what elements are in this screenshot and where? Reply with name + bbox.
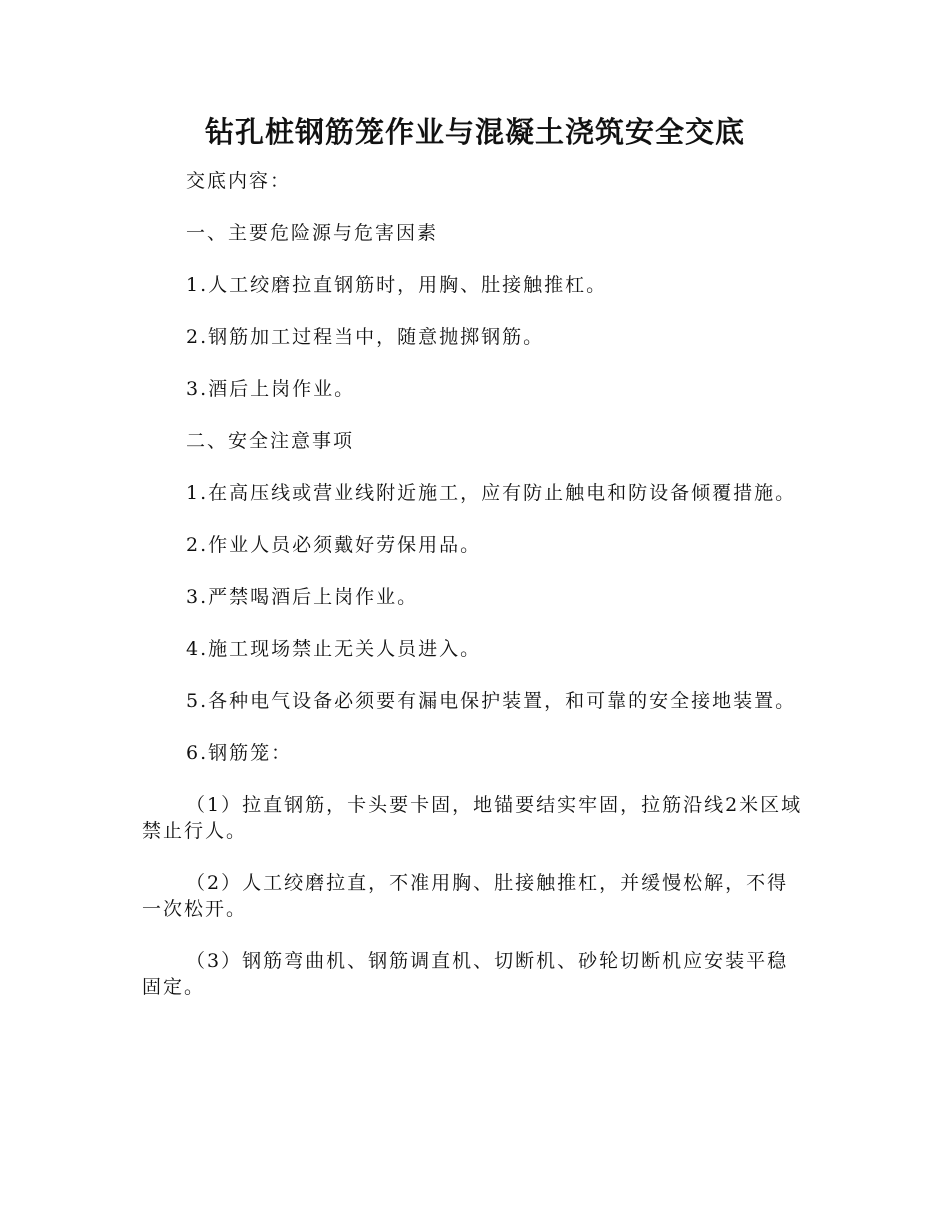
paragraph-precaution-2: 2.作业人员必须戴好劳保用品。 xyxy=(186,534,482,556)
paragraph-precaution-3: 3.严禁喝酒后上岗作业。 xyxy=(186,586,419,608)
section-heading-hazards: 一、主要危险源与危害因素 xyxy=(186,222,439,244)
document-body xyxy=(142,168,808,1000)
paragraph-steel-cage-3: （3）钢筋弯曲机、钢筋调直机、切断机、砂轮切断机应安装平稳固定。 xyxy=(142,950,789,998)
section-heading-precautions: 二、安全注意事项 xyxy=(186,430,355,452)
paragraph-precaution-5: 5.各种电气设备必须要有漏电保护装置，和可靠的安全接地装置。 xyxy=(186,690,797,712)
paragraph-hazard-1: 1.人工绞磨拉直钢筋时，用胸、肚接触推杠。 xyxy=(186,274,608,296)
paragraph-hazard-3: 3.酒后上岗作业。 xyxy=(186,378,356,400)
paragraph-hazard-2: 2.钢筋加工过程当中，随意抛掷钢筋。 xyxy=(186,326,545,348)
paragraph-precaution-4: 4.施工现场禁止无关人员进入。 xyxy=(186,638,482,660)
document-title: 钻孔桩钢筋笼作业与混凝土浇筑安全交底 xyxy=(204,115,745,149)
paragraph-precaution-6: 6.钢筋笼： xyxy=(186,742,293,764)
paragraph-steel-cage-1: （1）拉直钢筋，卡头要卡固，地锚要结实牢固，拉筋沿线2米区域禁止行人。 xyxy=(142,794,803,842)
paragraph-intro: 交底内容： xyxy=(186,170,292,192)
paragraph-precaution-1: 1.在高压线或营业线附近施工，应有防止触电和防设备倾覆措施。 xyxy=(186,482,797,504)
paragraph-steel-cage-2: （2）人工绞磨拉直，不准用胸、肚接触推杠，并缓慢松解，不得一次松开。 xyxy=(142,872,789,920)
